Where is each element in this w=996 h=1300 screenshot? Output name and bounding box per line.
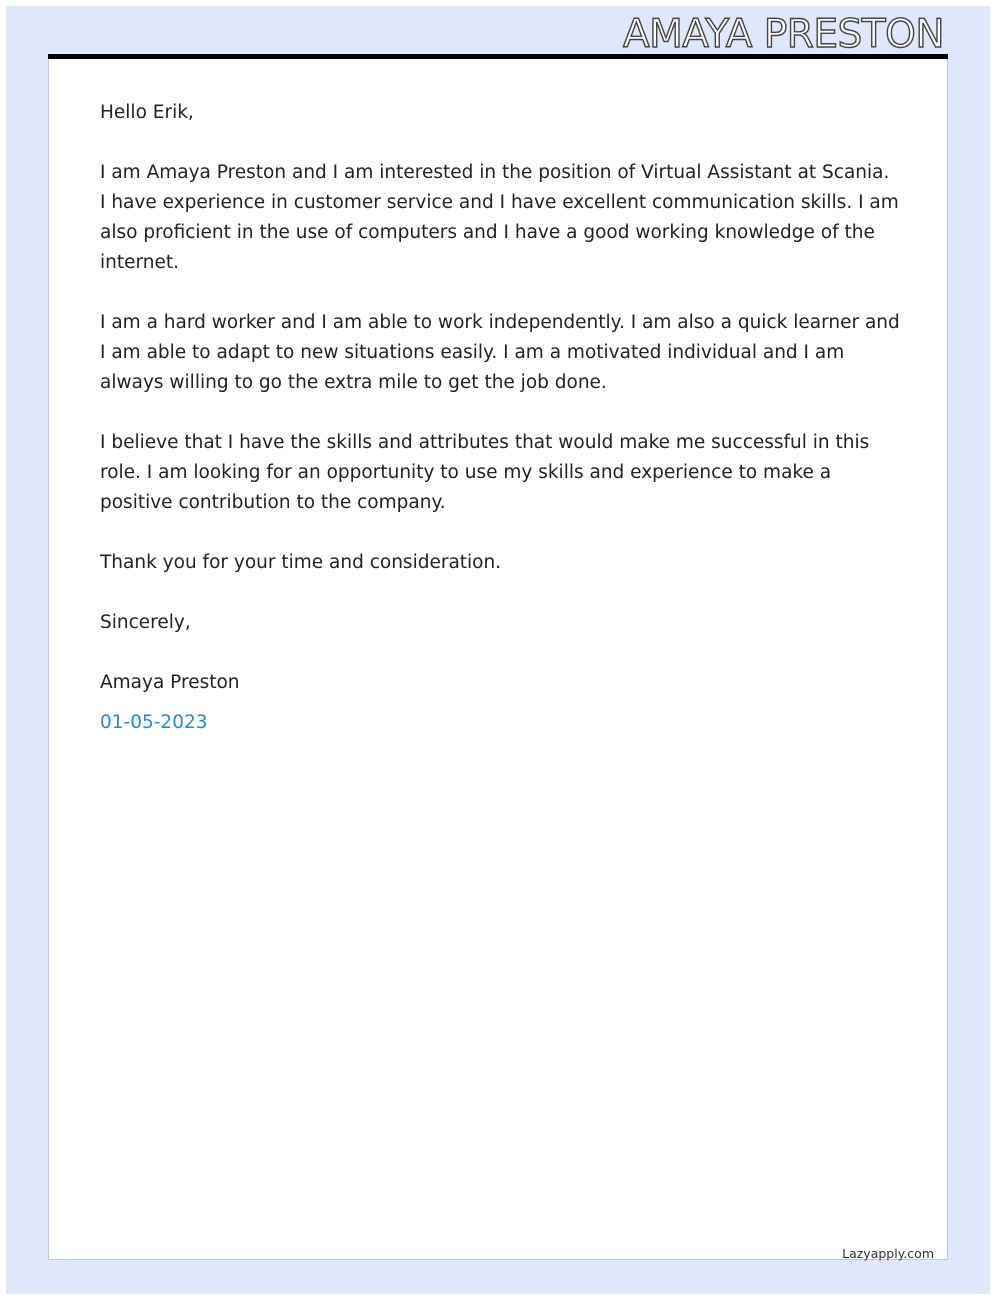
- paragraph-qualities: I am a hard worker and I am able to work independently. I am also a quick learner and I am able to adapt to new situations easily. I am a motivated individual and I am always willing to go the extra mile to get the job done.: [100, 312, 900, 393]
- letter-body: [100, 98, 900, 738]
- watermark-text: Lazyapply.com: [842, 1246, 934, 1261]
- letter-date: 01-05-2023: [100, 712, 208, 733]
- closing: Sincerely,: [100, 612, 191, 633]
- paragraph-intro: I am Amaya Preston and I am interested in the position of Virtual Assistant at Scania. I have experience in customer service and I have excellent communication skills. I am also proficient in the use of computers and I have a good working knowledge of the internet.: [100, 162, 899, 273]
- signature-name: Amaya Preston: [100, 672, 240, 693]
- paragraph-thanks: Thank you for your time and consideration.: [100, 552, 502, 573]
- greeting: Hello Erik,: [100, 102, 194, 123]
- paragraph-fit: I believe that I have the skills and attributes that would make me successful in this role. I am looking for an opportunity to use my skills and experience to make a positive contribution to the company.: [100, 432, 870, 513]
- applicant-name-title: AMAYA PRESTON: [622, 12, 944, 57]
